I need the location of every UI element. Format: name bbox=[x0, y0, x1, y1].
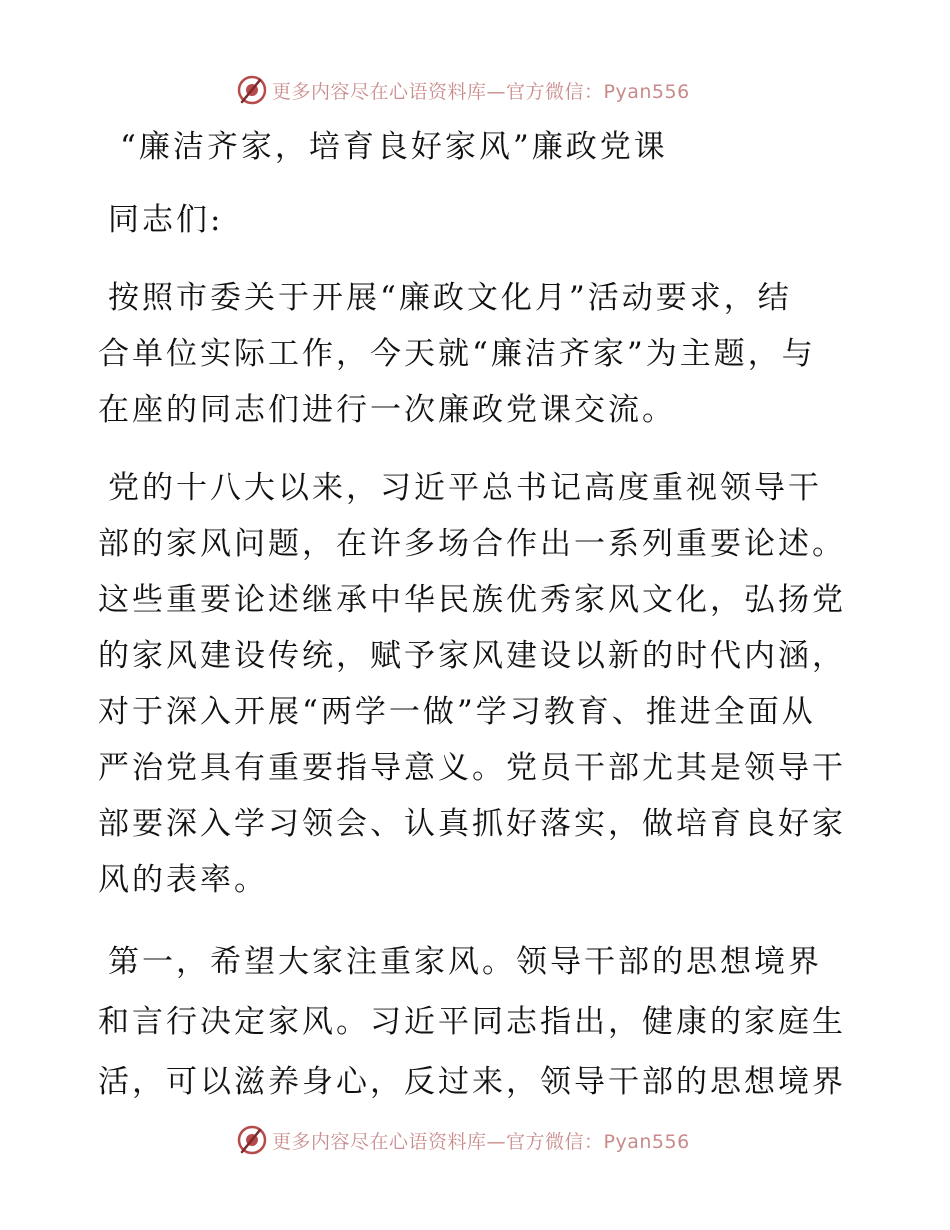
paragraph-line: 部要深入学习领会、认真抓好落实，做培育良好家 bbox=[98, 806, 846, 842]
paragraph-line: 部的家风问题，在许多场合作出一系列重要论述。 bbox=[98, 526, 846, 562]
paragraph-line: 严治党具有重要指导意义。党员干部尤其是领导干 bbox=[98, 750, 846, 786]
paragraph-line: 党的十八大以来，习近平总书记高度重视领导干 bbox=[108, 470, 822, 506]
footer-watermark bbox=[236, 1122, 690, 1158]
paragraph-line: 这些重要论述继承中华民族优秀家风文化，弘扬党 bbox=[98, 582, 846, 618]
paragraph-line: 对于深入开展“两学一做”学习教育、推进全面从 bbox=[98, 694, 816, 730]
paragraph-line: 和言行决定家风。习近平同志指出，健康的家庭生 bbox=[98, 1004, 846, 1040]
watermark-text: 更多内容尽在心语资料库—官方微信：Pyan556 bbox=[272, 1130, 690, 1153]
paragraph-line: 活，可以滋养身心，反过来，领导干部的思想境界 bbox=[98, 1064, 846, 1100]
watermark-text: 更多内容尽在心语资料库—官方微信：Pyan556 bbox=[272, 80, 690, 103]
paragraph-line: 按照市委关于开展“廉政文化月”活动要求，结 bbox=[108, 280, 792, 316]
paragraph-line: 的家风建设传统，赋予家风建设以新的时代内涵， bbox=[98, 638, 846, 674]
header-watermark bbox=[236, 72, 690, 108]
paragraph-line: 风的表率。 bbox=[98, 862, 268, 898]
paragraph-line: 在座的同志们进行一次廉政党课交流。 bbox=[98, 392, 676, 428]
document-title: “廉洁齐家，培育良好家风”廉政党课 bbox=[120, 129, 668, 165]
paragraph-line: 第一，希望大家注重家风。领导干部的思想境界 bbox=[108, 944, 822, 980]
pen-logo-icon bbox=[236, 74, 268, 106]
salutation: 同志们: bbox=[108, 202, 224, 238]
paragraph-line: 合单位实际工作，今天就“廉洁齐家”为主题，与 bbox=[98, 336, 816, 372]
pen-logo-icon bbox=[236, 1124, 268, 1156]
